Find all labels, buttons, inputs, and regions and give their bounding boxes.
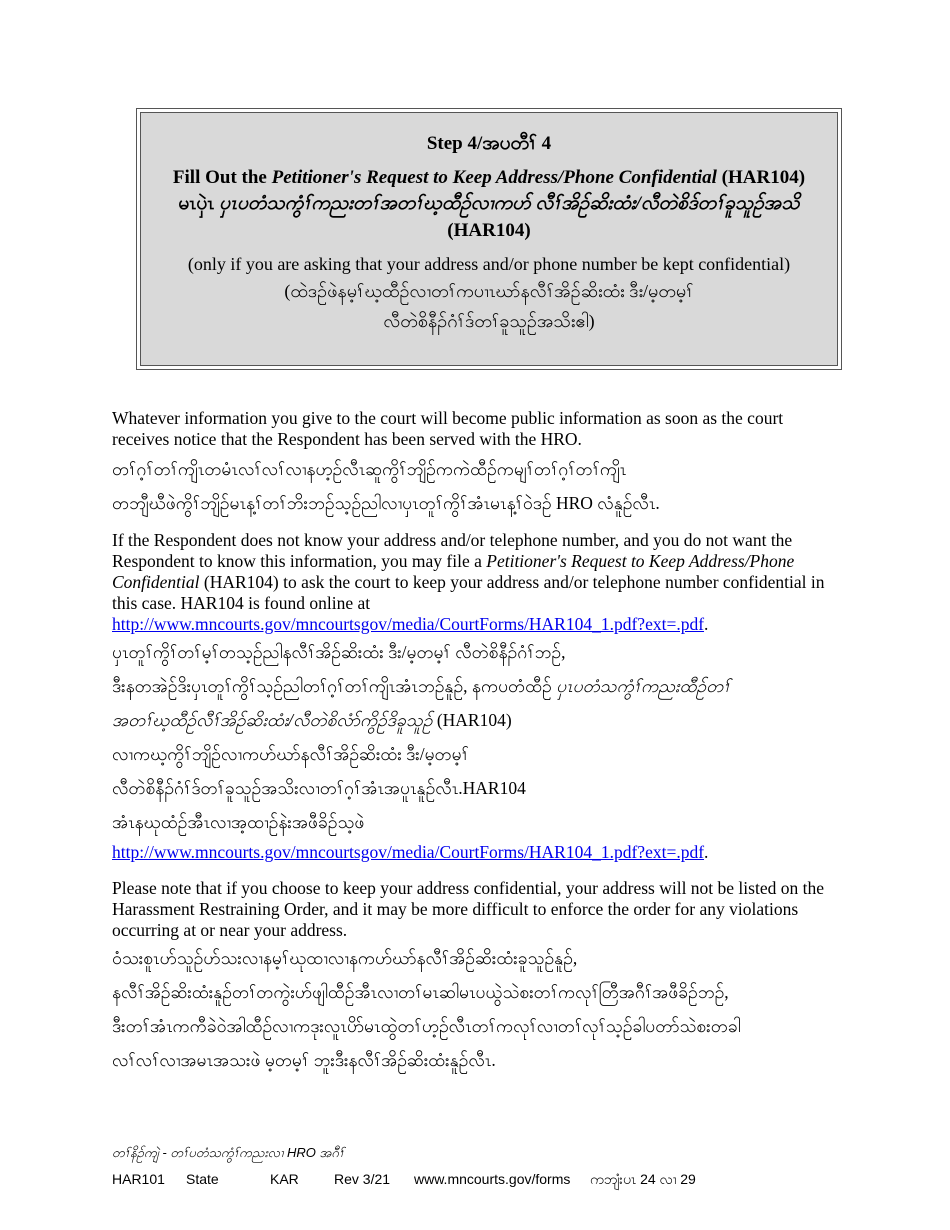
paragraph-2-karen-1: ပှၤတူၢ်ကွိၢ်တၢ်မ့ၢ်တသ့ဉ်ညါနလီၢ်အိဉ်ဆိးထံး ဒီး/မ့တမ့ၢ် လီတဲစိနီၣ်ဂံၢ်ဘဉ်, (112, 642, 566, 662)
footer-page-number: ကဘျံးပၤ 24 လၢ 29 (590, 1171, 696, 1187)
paragraph-2-karen-4: လၢကဃ့ကွိၢ်ဘျိဉ်လၢကဟ်ဃာ်နလီၢ်အိဉ်ဆိးထံး ဒီး/မ့တမ့ၢ် (112, 744, 469, 764)
footer-state: State (186, 1171, 219, 1187)
paragraph-2-karen-2b: ပှၤပတံသကွံၢ်ကညးထီဉ်တၢ် (556, 676, 731, 696)
paragraph-2-karen-3b: (HAR104) (432, 710, 512, 730)
paragraph-2-form-name: Petitioner's Request to Keep Address/Phone Confidential (112, 551, 795, 592)
paragraph-2-karen-5: လီတဲစိနီၣ်ဂံၢ်ဒ်တၢ်ခူသူဉ်အသိးလၢတၢ်ဂ့ၢ်အံၤအပူၤနူဉ်လီၤ.HAR104 (112, 778, 526, 798)
footer-title: တၢ်နိဉ်ကျဲ - တၢ်ပတံသကွံၢ်ကညးလၢ HRO အဂီၢ် (112, 1145, 345, 1160)
paragraph-2-english-1: If the Respondent does not know your address and/or telephone number, and you do not want the Respondent to know this information, you may file a (112, 530, 793, 571)
step-title: Step 4/အပတီၢ် 4 (426, 133, 552, 154)
only-if-note-karen-1: (ထဲဒဉ်ဖဲနမ့ၢ်ဃ့ထီဉ်လၢတၢ်ကပၢၤဃာ်နလီၢ်အိဉ်ဆိးထံး ဒီး/မ့တမ့ၢ် (284, 281, 694, 301)
paragraph-2-karen-2 (112, 669, 842, 703)
fill-out-prefix: Fill Out the (172, 167, 272, 188)
only-if-note: (only if you are asking that your address and/or phone number be kept confidential) (187, 254, 791, 274)
paragraph-3-karen-4: လၢ်လၢ်လၢအမၤအသးဖဲ မ့တမ့ၢ် ဘူးဒီးနလီၢ်အိဉ်ဆိးထံးနူဉ်လီၤ. (112, 1050, 496, 1070)
fill-out-heading (161, 167, 817, 189)
karen-form-name: ပှၤပတံသကွံၢ်ကညးတၢ်အတၢ်ဃ့ထီဉ်လၢကဟ် လီၢ်အိဉ်ဆိးထံး/လီတဲစိဒ်တၢ်ခူသူဉ်အသိ (219, 193, 800, 214)
paragraph-2-karen-6: အံၤနဃုထံဉ်အီၤလၢအ့ထၢဉ်နဲးအဖီခိဉ်သ့ဖဲ (112, 812, 365, 832)
karen-prefix: မၤပှဲၤ (178, 193, 220, 214)
paragraph-2-karen-3 (112, 703, 842, 737)
har104-form-link[interactable]: http://www.mncourts.gov/mncourtsgov/media/CourtForms/HAR104_1.pdf?ext=.pdf (112, 614, 705, 634)
paragraph-3-karen-1: ဝံသးစူၤဟ်သူဉ်ဟ်သးလၢနမ့ၢ်ဃုထၢလၢနကဟ်ဃာ်နလီၢ်အိဉ်ဆိးထံးခူသူဉ်နူဉ်, (112, 948, 578, 968)
paragraph-1-karen-1: တၢ်ဂ့ၢ်တၢ်ကျိၤတမံၤလၢ်လၢ်လၢနဟ့ဉ်လီၤဆူကွိၢ်ဘျိဉ်ကကဲထီဉ်ကမျၢ်တၢ်ဂ့ၢ်တၢ်ကျိၤ (112, 459, 627, 479)
paragraph-1-english: Whatever information you give to the court will become public information as soon as the court receives notice that the Respondent has been served with the HRO. (112, 408, 784, 449)
paragraph-3-karen-2: နလီၢ်အိဉ်ဆိးထံးနူဉ်တၢ်တကွဲးဟ်ဖျါထီဉ်အီၤလၢတၢ်မၤဆါမၤပယွဲသဲစးတၢ်ကလုၢ်တြီအဂီၢ်အဖီခိဉ်ဘဉ်, (112, 982, 729, 1002)
paragraph-1-karen-2: တဘျီဃီဖဲကွိၢ်ဘျိဉ်မၤန့ၢ်တၢ်ဘိးဘဉ်သ့ဉ်ညါလၢပှၤတူၢ်ကွိၢ်အံၤမၤန့ၢ်ဝဲဒဉ် HRO လံနူဉ်လီၤ. (112, 493, 660, 513)
only-if-note-karen-2: လီတဲစိနီၣ်ဂံၢ်ဒ်တၢ်ခူသူဉ်အသိးဧါ) (383, 311, 595, 331)
fill-out-heading-karen (161, 191, 817, 217)
footer-website: www.mncourts.gov/forms (414, 1171, 571, 1187)
page-footer (112, 1144, 812, 1190)
fill-out-code: (HAR104) (716, 167, 806, 188)
footer-info-line (112, 1168, 812, 1190)
link-period: . (704, 614, 709, 634)
footer-form-code: HAR101 (112, 1171, 165, 1187)
fill-out-form-name: Petitioner's Request to Keep Address/Phone Confidential (271, 167, 717, 188)
paragraph-2-karen-2a: ဒီးနတအဲဉ်ဒိးပှၤတူၢ်ကွိၢ်သ့ဉ်ညါတၢ်ဂ့ၢ်တၢ်ကျိၤအံၤဘဉ်နူဉ်, နကပတံထီဉ် (112, 676, 557, 696)
paragraph-3-english: Please note that if you choose to keep your address confidential, your address will not be listed on the Harassment Restraining Order, and it may be more difficult to enforce the order for any violations occurring at or near your address. (112, 878, 824, 940)
form-code: (HAR104) (447, 220, 531, 241)
step-instruction-box (140, 112, 838, 366)
paragraph-2-english-2: (HAR104) to ask the court to keep your address and/or telephone number confidential in this case. HAR104 is found online at (112, 572, 825, 613)
paragraph-2-link-line-2 (112, 839, 842, 865)
paragraph-2-english (112, 530, 842, 635)
paragraph-public-information (112, 408, 842, 520)
paragraph-2-karen-3a: အတၢ်ဃ့ထီဉ်လီၢ်အိဉ်ဆိးထံး/လီတဲစိလံာ်ကွိဉ်ဒိခူသူဉ် (112, 710, 433, 730)
paragraph-note-confidential (112, 878, 842, 1077)
footer-language: KAR (270, 1171, 299, 1187)
paragraph-request-confidential (112, 530, 842, 865)
footer-revision: Rev 3/21 (334, 1171, 391, 1187)
link-period-2: . (704, 842, 709, 862)
har104-form-link-2[interactable]: http://www.mncourts.gov/mncourtsgov/media/CourtForms/HAR104_1.pdf?ext=.pdf (112, 842, 705, 862)
paragraph-3-karen-3: ဒီးတၢ်အံၤကကီခဲဝဲအါထီဉ်လၢကဒုးလူၤပိာ်မၤထွဲတၢ်ဟ့ဉ်လီၤတၢ်ကလုၢ်လၢတၢ်လုၢ်သ့ဉ်ခါပတာ်သဲစးတခါ (112, 1016, 741, 1036)
